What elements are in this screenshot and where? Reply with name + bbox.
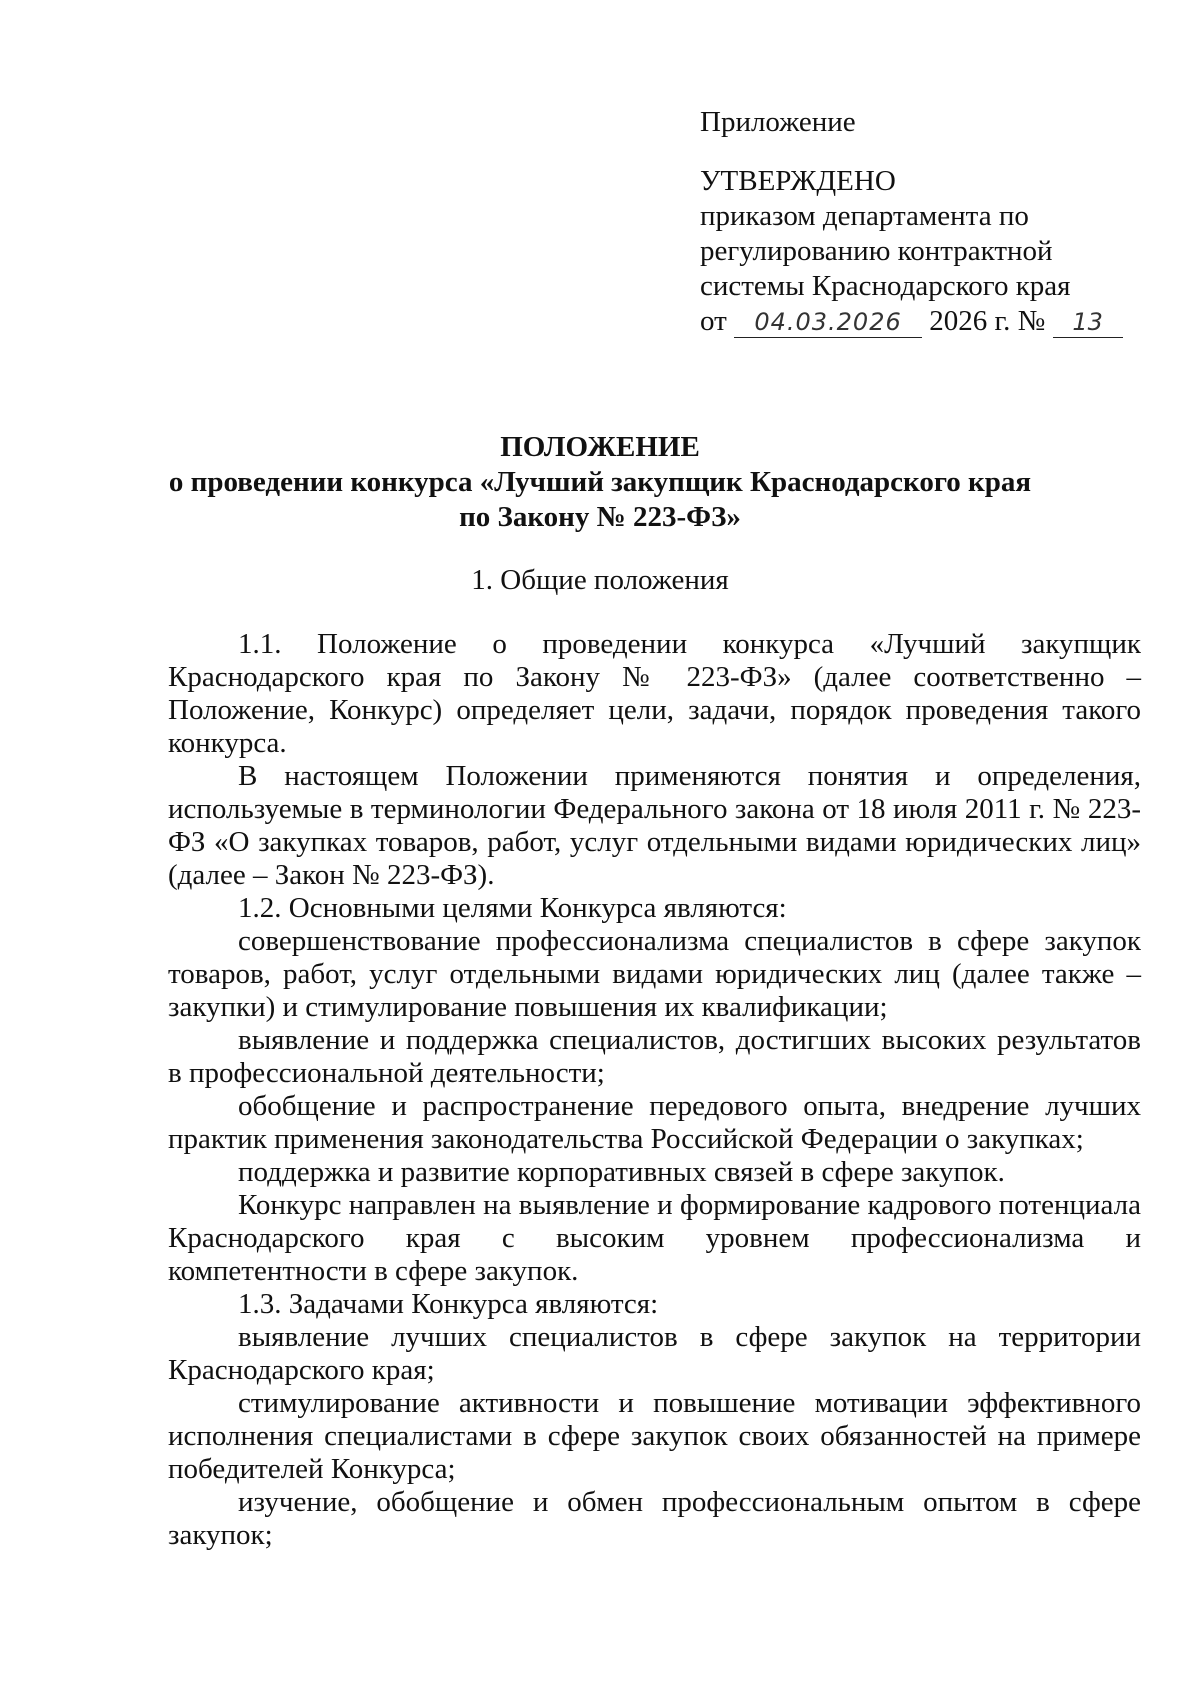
paragraph: стимулирование активности и повышение мотивации эффективного исполнения специалистами в сфере закупок своих обязанностей на примере победителей Конкурса; (168, 1387, 1141, 1485)
order-date-line (700, 304, 1140, 339)
document-title (150, 430, 1050, 535)
paragraph: совершенствование профессионализма специалистов в сфере закупок товаров, работ, услуг отдельными видами юридических лиц (далее также – закупки) и стимулирование повышения их квалификации; (168, 925, 1141, 1023)
paragraph: обобщение и распространение передового опыта, внедрение лучших практик применения законодательства Российской Федерации о закупках; (168, 1090, 1141, 1155)
paragraph: выявление лучших специалистов в сфере закупок на территории Краснодарского края; (168, 1321, 1141, 1386)
paragraph: 1.1. Положение о проведении конкурса «Лучший закупщик Краснодарского края по Закону № 223-ФЗ» (далее соответственно – Положение, Конкурс) определяет цели, задачи, порядок проведения такого конкурса. (168, 628, 1141, 759)
paragraph: В настоящем Положении применяются понятия и определения, используемые в терминологии Федерального закона от 18 июля 2011 г. № 223-ФЗ «О закупках товаров, работ, услуг отдельными видами юридических лиц» (далее – Закон № 223-ФЗ). (168, 760, 1141, 891)
year-number-label: 2026 г. № (929, 305, 1046, 337)
paragraph: изучение, обобщение и обмен профессиональным опытом в сфере закупок; (168, 1486, 1141, 1551)
order-line-3: системы Краснодарского края (700, 270, 1071, 302)
handwritten-date: 04.03.2026 (734, 307, 922, 338)
date-prefix: от (700, 305, 727, 337)
order-line-1: приказом департамента по (700, 200, 1029, 232)
approval-block (700, 105, 1140, 339)
section-heading: 1. Общие положения (471, 564, 729, 596)
paragraph: 1.3. Задачами Конкурса являются: (238, 1288, 659, 1320)
title-line-3: по Закону № 223-ФЗ» (459, 501, 741, 533)
order-line-2: регулированию контрактной (700, 235, 1053, 267)
paragraph: Конкурс направлен на выявление и формирование кадрового потенциала Краснодарского края с высоким уровнем профессионализма и компетентности в сфере закупок. (168, 1189, 1141, 1287)
paragraph: 1.2. Основными целями Конкурса являются: (238, 892, 787, 924)
title-line-1: ПОЛОЖЕНИЕ (500, 431, 700, 463)
title-line-2: о проведении конкурса «Лучший закупщик Краснодарского края (168, 466, 1032, 498)
appendix-label: Приложение (700, 106, 856, 138)
approved-label: УТВЕРЖДЕНО (700, 165, 896, 197)
paragraph: выявление и поддержка специалистов, достигших высоких результатов в профессиональной деятельности; (168, 1024, 1141, 1089)
handwritten-number: 13 (1053, 307, 1123, 338)
document-body (168, 628, 1141, 1552)
paragraph: поддержка и развитие корпоративных связей в сфере закупок. (238, 1156, 1005, 1188)
